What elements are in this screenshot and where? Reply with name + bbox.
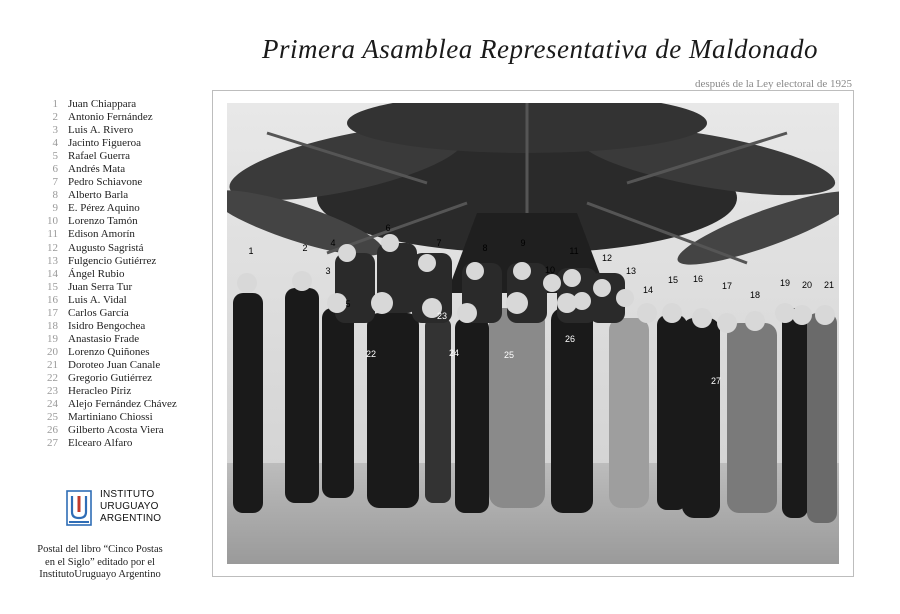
member-list-item [30,333,200,346]
caption-line-1: Postal del libro “Cinco Postas [37,544,163,555]
member-number: 13 [47,254,58,267]
member-number: 17 [47,306,58,319]
member-name: Juan Serra Tur [68,280,133,293]
member-number: 10 [47,215,58,228]
photo-number-label: 25 [503,350,515,360]
page-title: Primera Asamblea Representativa de Maldonado [262,34,818,64]
member-list-item [30,255,200,268]
photo-number-label: 23 [436,311,448,321]
member-name: Antonio Fernández [68,111,153,124]
logo-line-2: URUGUAYO [100,501,159,513]
member-name: Jacinto Figueroa [68,137,142,150]
photo-number-label: 3 [325,266,331,276]
photo-number-label: 26 [564,334,576,344]
member-number: 23 [47,385,58,398]
photo-number-label: 14 [642,285,654,295]
member-name: Anastasio Frade [68,332,140,345]
logo-line-3: ARGENTINO [100,513,162,525]
member-name: Fulgencio Gutiérrez [68,254,157,267]
member-number: 1 [52,98,58,110]
group-photograph [227,103,839,564]
member-number: 26 [47,424,58,437]
member-name: Lorenzo Tamón [68,215,138,228]
member-list-item [30,307,200,320]
member-name: Andrés Mata [68,163,126,176]
member-number: 27 [47,437,58,450]
photo-number-label: 12 [601,253,613,263]
member-number: 2 [52,111,58,124]
member-number: 22 [47,371,58,384]
photo-number-label: 13 [625,266,637,276]
member-list-item [30,202,200,215]
photo-number-label: 16 [692,274,704,284]
photo-number-label: 6 [385,223,391,233]
member-name: Augusto Sagristá [68,241,144,254]
photo-number-label: 22 [365,349,377,359]
institute-logo [62,488,182,528]
caption-line-2: en el Siglo” editado por el [45,556,155,568]
caption-line-3: InstitutoUruguayo Argentino [39,569,161,581]
member-list-item [30,385,200,398]
postcard-caption [20,544,180,582]
member-name: E. Pérez Aquino [68,202,140,215]
member-name: Carlos García [68,306,129,319]
photo-number-label: 18 [749,290,761,300]
member-list-item [30,359,200,372]
member-list-item [30,111,200,124]
member-number: 12 [47,241,58,254]
member-number: 5 [52,150,58,163]
photo-scene [227,103,839,564]
photo-number-label: 20 [801,280,813,290]
member-number: 16 [47,293,58,306]
member-list-item [30,98,200,111]
member-number: 18 [47,319,58,332]
member-name: Doroteo Juan Canale [68,358,161,371]
institute-name [100,489,161,526]
member-name: Ángel Rubio [68,267,125,280]
member-name: Gilberto Acosta Viera [68,424,164,437]
member-number: 7 [52,176,58,189]
member-name: Lorenzo Quiñones [68,345,150,358]
photo-number-label: 4 [330,238,336,248]
member-number: 9 [52,202,58,215]
photo-frame [212,90,854,577]
member-name: Edison Amorín [68,228,135,241]
member-name: Gregorio Gutiérrez [68,371,152,384]
photo-number-label: 8 [482,243,488,253]
member-number: 19 [47,332,58,345]
photo-number-label: 10 [544,265,556,275]
member-list-item [30,281,200,294]
photo-number-label: 17 [721,281,733,291]
member-list-item [30,137,200,150]
photo-number-label: 7 [436,238,442,248]
member-list-item [30,163,200,176]
member-number: 14 [47,267,58,280]
member-name: Martiniano Chiossi [68,411,153,424]
member-list-item [30,320,200,333]
member-name: Rafael Guerra [68,150,130,163]
member-list-item [30,268,200,281]
logo-line-1: INSTITUTO [100,489,155,500]
member-list-item [30,176,200,189]
member-name: Elcearo Alfaro [68,437,133,450]
photo-number-label: 2 [302,243,308,253]
member-number: 20 [47,345,58,358]
member-list-item [30,437,200,450]
photo-number-label: 15 [667,275,679,285]
member-list-item [30,372,200,385]
member-name: Juan Chiappara [68,98,137,110]
member-name: Pedro Schiavone [68,176,143,189]
member-number: 11 [47,228,58,241]
member-number: 3 [52,124,58,137]
photo-number-label: 11 [569,246,579,256]
member-name: Isidro Bengochea [68,319,146,332]
institute-emblem-icon [66,490,92,526]
member-list-item [30,124,200,137]
member-list-item [30,215,200,228]
page-subtitle: después de la Ley electoral de 1925 [695,78,852,90]
member-number: 4 [52,137,58,150]
member-list-item [30,228,200,241]
member-number: 21 [47,358,58,371]
member-list-item [30,242,200,255]
member-list-item [30,150,200,163]
member-name: Alberto Barla [68,189,129,202]
member-list-item [30,346,200,359]
member-list-item [30,411,200,424]
photo-number-label: 21 [823,280,835,290]
member-number: 15 [47,280,58,293]
member-name: Heracleo Píriz [68,385,132,398]
photo-number-label: 9 [520,238,526,248]
member-name: Luis A. Vidal [68,293,127,306]
photo-number-label: 24 [448,348,460,358]
photo-number-label: 1 [248,246,254,256]
member-list-item [30,189,200,202]
member-name: Luis A. Rivero [68,124,134,137]
member-name: Alejo Fernández Chávez [68,398,177,411]
member-list-item [30,424,200,437]
photo-number-label: 19 [779,278,791,288]
member-number: 24 [47,398,58,411]
member-number: 8 [52,189,58,202]
member-list [30,98,200,450]
photo-number-label: 5 [345,299,351,309]
member-number: 25 [47,411,58,424]
member-list-item [30,398,200,411]
photo-number-label: 27 [710,376,722,386]
member-list-item [30,294,200,307]
member-number: 6 [52,163,58,176]
